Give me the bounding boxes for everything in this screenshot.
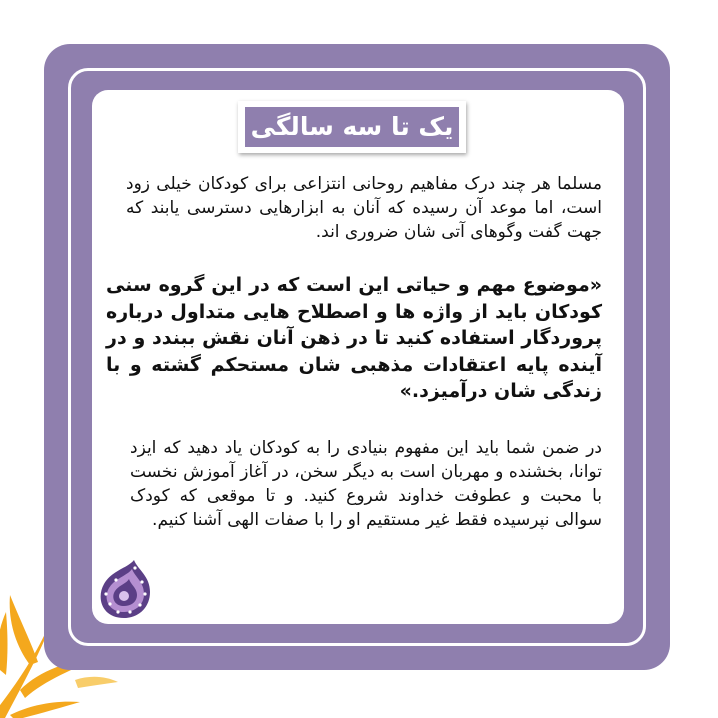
paragraph-emphasis: «موضوع مهم و حیاتی این است که در این گروه سنی کودکان باید از واژه ها و اصطلاح هایی متداول درباره پروردگار استفاده کنید تا در ذهن آنان نقش ببندد و در آینده پایه اعتقادات مذهبی شان مستحکم گشته و با زندگی شان درآمیزد.» [106, 274, 602, 402]
title-box [238, 101, 466, 153]
page-title: یک تا سه سالگی [245, 107, 459, 147]
paragraph-intro: مسلما هر چند درک مفاهیم روحانی انتزاعی برای کودکان خیلی زود است، اما موعد آن رسیده که آنان به ابزارهایی دسترسی یابند که جهت گفت وگوهای آتی شان ضروری اند. [126, 174, 602, 242]
paisley-icon [94, 558, 154, 620]
paragraph-advice: در ضمن شما باید این مفهوم بنیادی را به کودکان یاد دهید که ایزد توانا، بخشنده و مهربان است به دیگر سخن، در آغاز آموزش نخست با محبت و عطوفت خداوند شروع کنید. و تا موقعی که کودک سوالی نپرسیده فقط غیر مستقیم او را با صفات الهی آشنا کنیم. [130, 438, 602, 530]
